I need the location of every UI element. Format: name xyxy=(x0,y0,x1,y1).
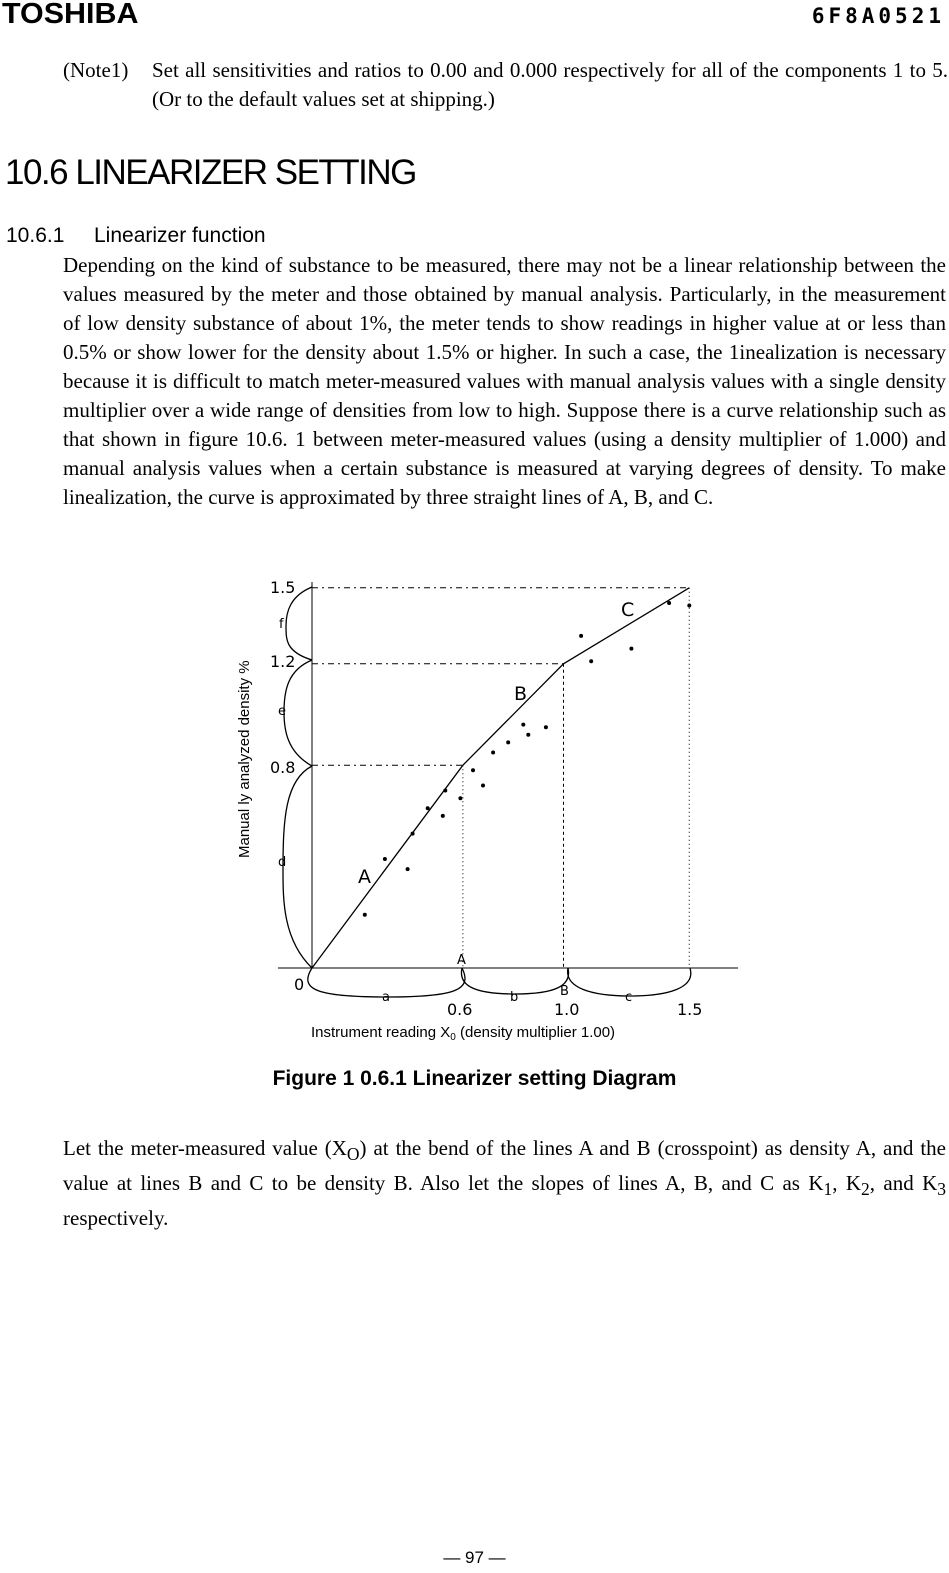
x-axis-label-subscript: 0 xyxy=(450,1032,456,1043)
y-axis-label: Manual ly analyzed density % xyxy=(236,660,253,858)
document-number: 6F8A0521 xyxy=(811,4,945,28)
x-axis-label xyxy=(311,1024,615,1043)
x-axis-label-suffix: (density multiplier 1.00) xyxy=(455,1024,616,1041)
measured-point xyxy=(426,806,430,810)
p2-sub-3: 3 xyxy=(937,1179,946,1200)
line-label-c: C xyxy=(621,599,635,621)
origin-label: 0 xyxy=(294,975,305,994)
paragraph-density-definitions xyxy=(63,1134,946,1233)
measured-point xyxy=(443,789,447,793)
section-title: 10.6 LINEARIZER SETTING xyxy=(5,153,416,192)
measured-point xyxy=(383,857,387,861)
measured-point xyxy=(491,751,495,755)
note-text: Set all sensitivities and ratios to 0.00 and 0.000 respectively for all of the components 1 to 5. (Or to the default values set at shipping.) xyxy=(152,58,948,111)
subsection-heading xyxy=(6,224,266,248)
subsection-title: Linearizer function xyxy=(94,224,266,247)
measured-point xyxy=(441,814,445,818)
x-tick-0-6: 0.6 xyxy=(447,1000,473,1019)
span-label-e: e xyxy=(278,704,286,719)
measured-point xyxy=(506,740,510,744)
brace-f xyxy=(286,587,312,660)
bend-label-b: B xyxy=(560,984,569,999)
p2-sub-o: O xyxy=(346,1144,360,1165)
p2-sub-2: 2 xyxy=(861,1179,870,1200)
note-label: (Note1) xyxy=(63,58,129,82)
subsection-number: 10.6.1 xyxy=(6,224,65,247)
brace-d xyxy=(283,766,312,968)
p2-text-1: Let the meter-measured value (X xyxy=(63,1136,347,1160)
line-label-a: A xyxy=(358,866,371,888)
measured-point xyxy=(687,604,691,608)
paragraph-linearizer-function: Depending on the kind of substance to be measured, there may not be a linear relationship between the values measured by the meter and those obtained by manual analysis. Particularly, in the measurement of low density substance of about 1%, the meter tends to show readings in higher value at or less than 0.5% or show lower for the density about 1.5% or higher. In such a case, the 1inealization is necessary because it is difficult to match meter-measured values with manual analysis values with a single density multiplier over a wide range of densities from low to high. Suppose there is a curve relationship such as that shown in figure 10.6. 1 between meter-measured values (using a density multiplier of 1.000) and manual analysis values when a certain substance is measured at varying degrees of density. To make linealization, the curve is approximated by three straight lines of A, B, and C. xyxy=(63,253,946,509)
measured-point xyxy=(458,796,462,800)
measured-point xyxy=(406,867,410,871)
linearizer-setting-diagram xyxy=(0,540,949,1050)
measured-point xyxy=(667,601,671,605)
span-label-a: a xyxy=(382,990,390,1005)
span-label-b: b xyxy=(510,990,519,1005)
y-tick-0-8: 0.8 xyxy=(270,758,296,777)
x-axis-label-prefix: Instrument reading X xyxy=(311,1024,451,1041)
span-label-f: f xyxy=(279,617,284,632)
bend-label-a: A xyxy=(457,953,466,968)
figure-caption: Figure 1 0.6.1 Linearizer setting Diagram xyxy=(272,1067,677,1090)
x-tick-1-0: 1.0 xyxy=(554,1000,580,1019)
toshiba-logo: TOSHIBA xyxy=(2,0,139,30)
measured-point xyxy=(589,659,593,663)
measured-point xyxy=(579,634,583,638)
brace-e xyxy=(284,660,312,766)
measured-point xyxy=(526,733,530,737)
measured-point xyxy=(471,768,475,772)
measured-point xyxy=(544,725,548,729)
page-number: — 97 — xyxy=(443,1548,506,1567)
measured-point xyxy=(521,723,525,727)
approximation-line-abc xyxy=(312,588,689,968)
y-tick-1-5: 1.5 xyxy=(270,578,296,597)
x-tick-1-5: 1.5 xyxy=(677,1000,703,1019)
measured-point xyxy=(411,832,415,836)
measured-point xyxy=(629,647,633,651)
measured-point xyxy=(481,784,485,788)
measured-point xyxy=(363,913,367,917)
y-tick-1-2: 1.2 xyxy=(270,652,296,671)
p2-sub-1: 1 xyxy=(823,1179,833,1200)
p2-text-4: , and K xyxy=(869,1171,938,1196)
p2-text-2: ) at the bend of the lines A and B (crosspoint) as density A, and the value at lines B and C to be density B. Also let the slopes of lines A, B, and C as K xyxy=(63,1136,946,1196)
p2-text-5: respectively. xyxy=(63,1206,169,1231)
p2-text-3: , K xyxy=(832,1171,862,1196)
line-label-b: B xyxy=(514,683,528,705)
span-label-c: c xyxy=(625,990,633,1005)
span-label-d: d xyxy=(278,855,287,870)
